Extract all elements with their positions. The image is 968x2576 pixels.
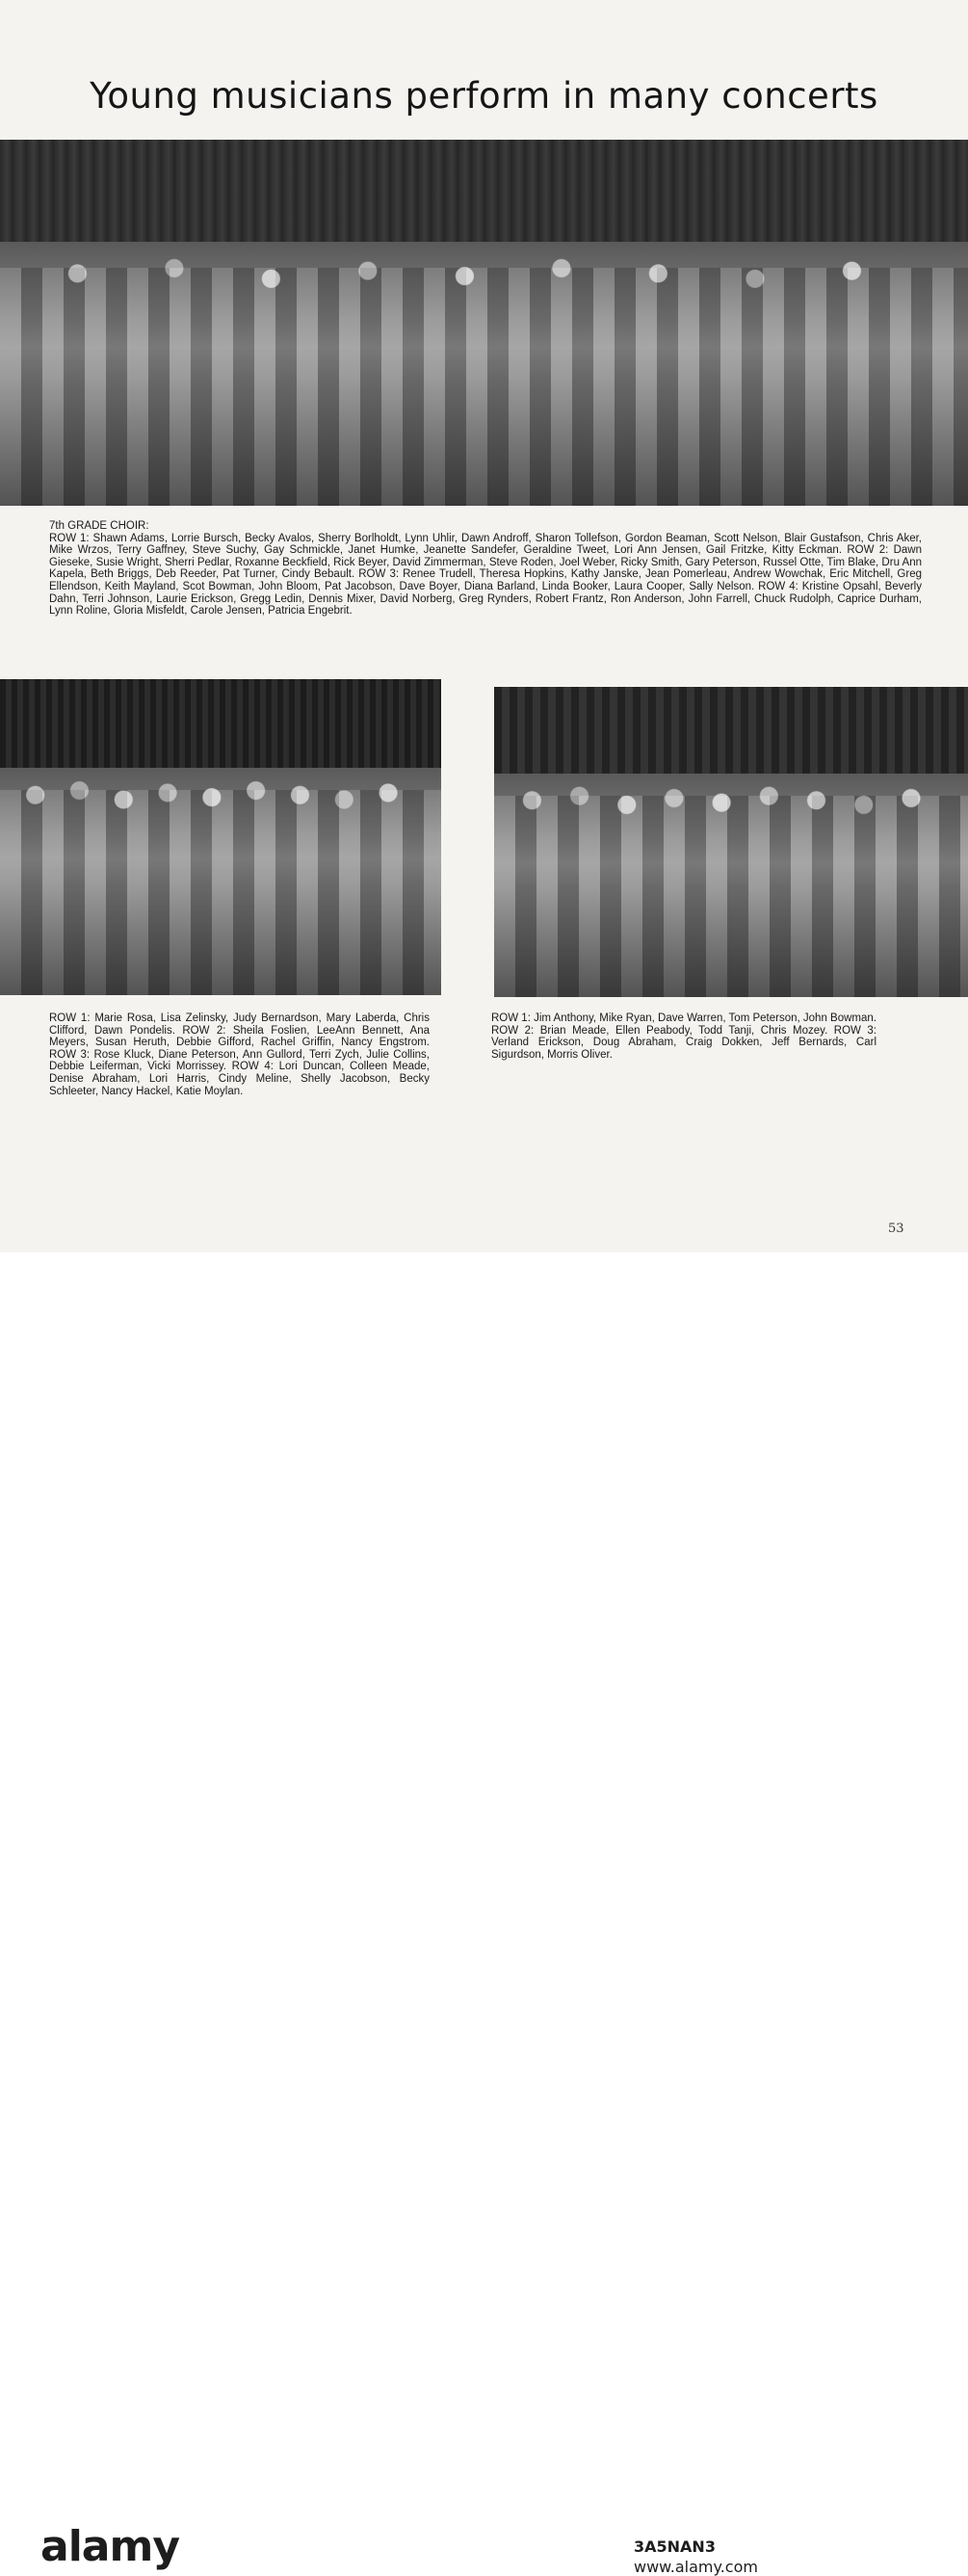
choir-photo	[0, 140, 968, 506]
image-reference-id: 3A5NAN3	[634, 2537, 716, 2556]
woodwind-caption: ROW 1: Marie Rosa, Lisa Zelinsky, Judy Bernardson, Mary Laberda, Chris Clifford, Dawn Pondelis. ROW 2: Sheila Foslien, LeeAnn Bennett, Ana Meyers, Susan Heruth, Debbie Gifford, Rachel Griffin, Nancy Engstrom. ROW 3: Rose Kluck, Diane Peterson, Ann Gullord, Terri Zych, Julie Collins, Debbie Leiferman, Vicki Morrissey. ROW 4: Lori Duncan, Colleen Meade, Denise Abraham, Lori Harris, Cindy Meline, Shelly Jacobson, Becky Schleeter, Nancy Hackel, Katie Moylan.	[49, 1012, 430, 1097]
choir-caption-body: ROW 1: Shawn Adams, Lorrie Bursch, Becky Avalos, Sherry Borlholdt, Lynn Uhlir, Dawn Androff, Sharon Tollefson, Gordon Beaman, Scott Nelson, Blair Gustafson, Chris Aker, Mike Wrzos, Terry Gaffney, Steve Suchy, Gay Schmickle, Janet Humke, Jeanette Sandefer, Geraldine Tweet, Lori Ann Jensen, Gail Fritzke, Kitty Eckman. ROW 2: Dawn Gieseke, Susie Wright, Sherri Pedlar, Roxanne Beckfield, Rick Beyer, David Zimmerman, Steve Roden, Joel Weber, Ricky Smith, Gary Peterson, Russel Otte, Tim Blake, Dru Ann Kapela, Beth Briggs, Deb Reeder, Pat Turner, Cindy Bebault. ROW 3: Renee Trudell, Theresa Hopkins, Kathy Janske, Jean Pomerleau, Andrew Wowchak, Eric Mitchell, Greg Ellendson, Keith Mayland, Scot Bowman, John Bloom, Pat Jacobson, Dave Boyer, Diana Barland, Linda Booker, Laura Cooper, Sally Nelson. ROW 4: Kristine Opsahl, Beverly Dahn, Terri Johnson, Laurie Erickson, Gregg Ledin, Dennis Mixer, David Norberg, Greg Rynders, Robert Frantz, Ron Anderson, John Farrell, Chuck Rudolph, Caprice Durham, Lynn Roline, Gloria Misfeldt, Carole Jensen, Patricia Engebrit.	[49, 532, 922, 618]
choir-caption	[49, 520, 922, 618]
page-number: 53	[888, 1222, 904, 1236]
brass-photo	[494, 687, 968, 997]
brass-caption: ROW 1: Jim Anthony, Mike Ryan, Dave Warren, Tom Peterson, John Bowman. ROW 2: Brian Meade, Ellen Peabody, Todd Tanji, Chris Mozey. ROW 3: Verland Erickson, Doug Abraham, Craig Dokken, Jeff Bernards, Carl Sigurdson, Morris Oliver.	[491, 1012, 876, 1061]
woodwind-photo	[0, 679, 441, 995]
choir-caption-heading: 7th GRADE CHOIR:	[49, 520, 149, 532]
stock-url: www.alamy.com	[634, 2558, 758, 2576]
yearbook-page	[0, 0, 968, 1252]
page-headline: Young musicians perform in many concerts	[90, 75, 878, 117]
alamy-logo: alamy	[40, 2522, 179, 2571]
stock-footer	[0, 1252, 968, 2576]
